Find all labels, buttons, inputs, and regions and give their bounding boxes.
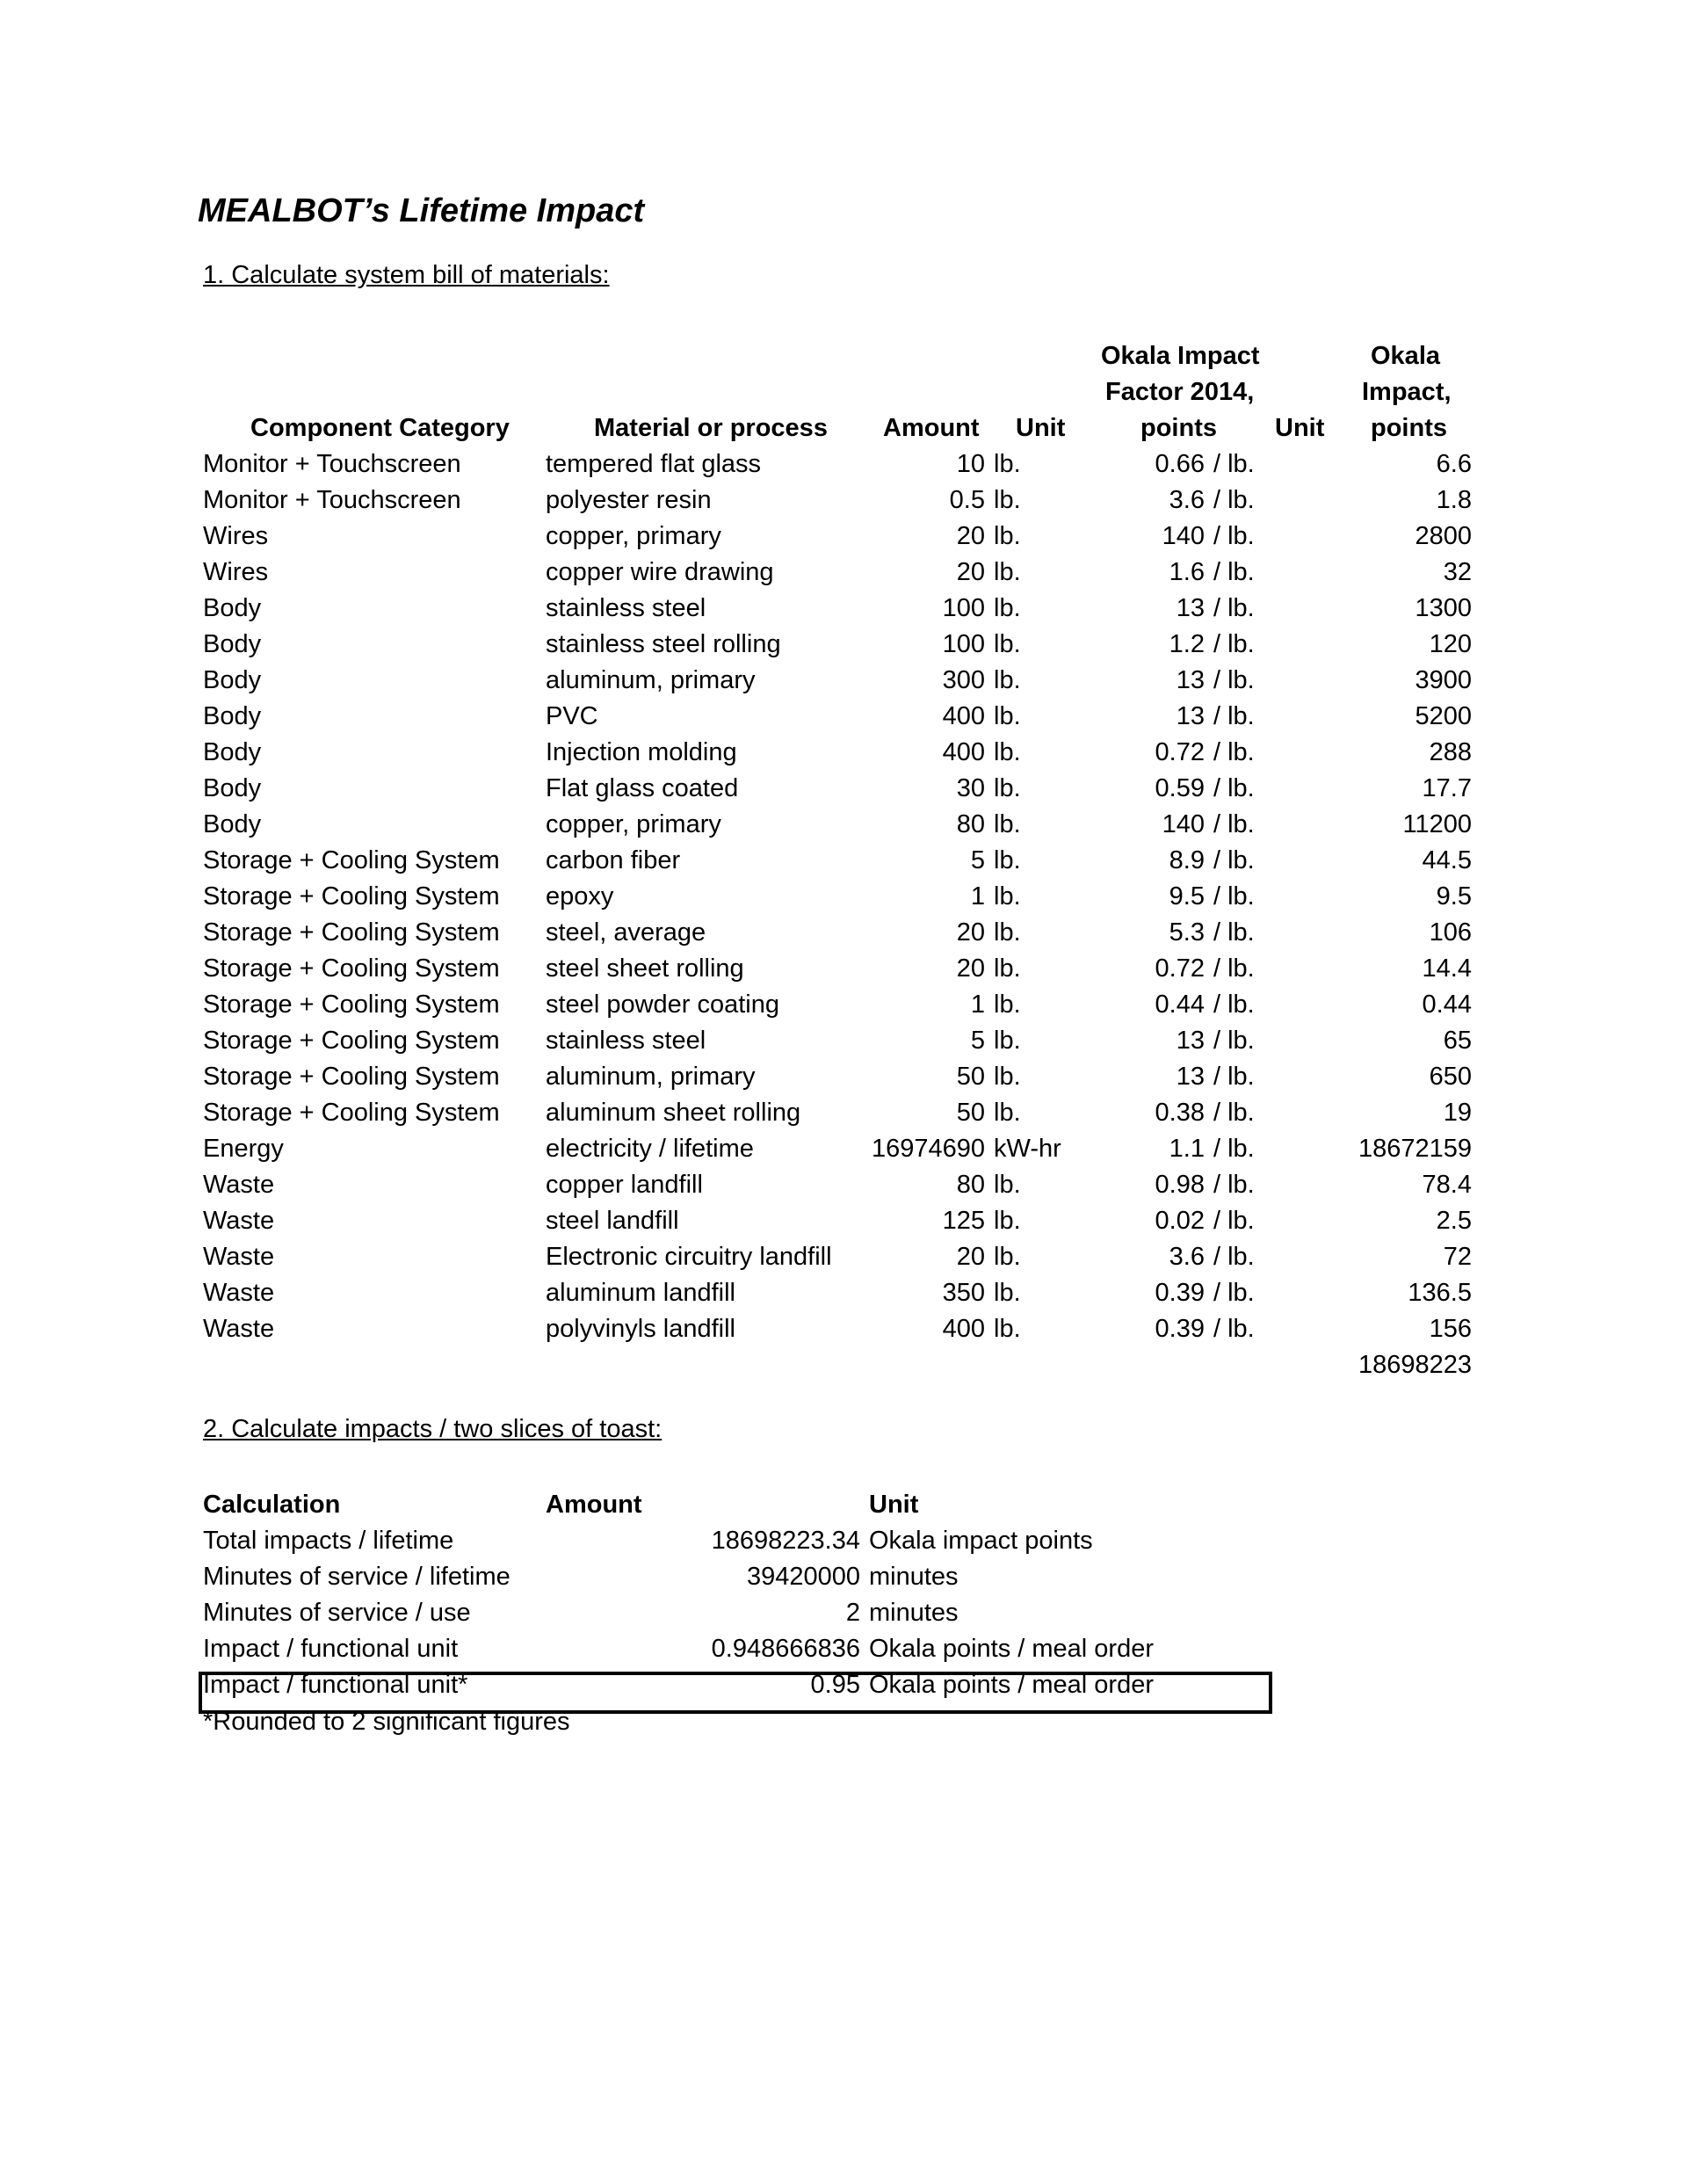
row-unit: lb. xyxy=(994,666,1021,694)
footnote: *Rounded to 2 significant figures xyxy=(203,1708,570,1736)
table-row xyxy=(0,483,1687,519)
section-2-heading: 2. Calculate impacts / two slices of toast: xyxy=(203,1415,662,1443)
row-factor: 5.3 xyxy=(1169,918,1205,947)
row-factor: 0.38 xyxy=(1155,1099,1205,1127)
row-material: steel landfill xyxy=(546,1207,679,1235)
row-amount: 50 xyxy=(956,1063,985,1091)
table-row xyxy=(0,663,1687,699)
header-factor-line2: Factor 2014, xyxy=(1105,378,1255,406)
row-amount: 100 xyxy=(942,630,985,658)
calc-name: Minutes of service / use xyxy=(203,1599,471,1627)
row-factor-unit: / lb. xyxy=(1213,1135,1255,1163)
row-category: Body xyxy=(203,666,262,694)
row-unit: lb. xyxy=(994,882,1021,911)
row-factor-unit: / lb. xyxy=(1213,1279,1255,1307)
row-amount: 1 xyxy=(970,882,985,911)
row-factor-unit: / lb. xyxy=(1213,918,1255,947)
table-row xyxy=(0,591,1687,627)
header-factor-unit: Unit xyxy=(1275,414,1325,442)
row-unit: lb. xyxy=(994,558,1021,586)
row-factor: 13 xyxy=(1176,1027,1205,1055)
row-factor-unit: / lb. xyxy=(1213,738,1255,766)
table-row xyxy=(0,1023,1687,1059)
row-category: Body xyxy=(203,810,262,838)
row-factor: 9.5 xyxy=(1169,882,1205,911)
row-factor-unit: / lb. xyxy=(1213,630,1255,658)
header-impact-line3: points xyxy=(1371,414,1447,442)
row-factor: 0.72 xyxy=(1155,954,1205,983)
row-material: Flat glass coated xyxy=(546,774,739,802)
row-impact: 5200 xyxy=(1415,702,1472,730)
row-factor-unit: / lb. xyxy=(1213,990,1255,1019)
row-material: stainless steel xyxy=(546,594,706,622)
row-material: stainless steel rolling xyxy=(546,630,781,658)
row-factor: 3.6 xyxy=(1169,486,1205,514)
row-unit: lb. xyxy=(994,486,1021,514)
row-factor-unit: / lb. xyxy=(1213,1207,1255,1235)
row-category: Monitor + Touchscreen xyxy=(203,486,461,514)
row-category: Waste xyxy=(203,1315,275,1343)
calc-name: Impact / functional unit* xyxy=(203,1671,468,1699)
row-impact: 120 xyxy=(1429,630,1472,658)
row-impact: 9.5 xyxy=(1436,882,1472,911)
row-amount: 350 xyxy=(942,1279,985,1307)
row-factor: 3.6 xyxy=(1169,1243,1205,1271)
row-impact: 650 xyxy=(1429,1063,1472,1091)
header-factor-line1: Okala Impact xyxy=(1101,342,1260,370)
row-amount: 80 xyxy=(956,810,985,838)
row-category: Storage + Cooling System xyxy=(203,954,500,983)
row-factor: 13 xyxy=(1176,1063,1205,1091)
table-row xyxy=(0,987,1687,1023)
row-category: Body xyxy=(203,594,262,622)
row-factor-unit: / lb. xyxy=(1213,1315,1255,1343)
row-amount: 125 xyxy=(942,1207,985,1235)
calc-amount: 0.95 xyxy=(810,1671,860,1699)
row-factor: 0.39 xyxy=(1155,1315,1205,1343)
calc-unit: Okala points / meal order xyxy=(869,1671,1154,1699)
row-material: steel, average xyxy=(546,918,706,947)
row-material: copper, primary xyxy=(546,810,721,838)
calc-header-amount: Amount xyxy=(546,1491,642,1519)
row-factor: 0.44 xyxy=(1155,990,1205,1019)
calc-amount: 0.948666836 xyxy=(711,1635,860,1663)
row-impact: 78.4 xyxy=(1422,1171,1472,1199)
row-amount: 400 xyxy=(942,1315,985,1343)
row-category: Body xyxy=(203,702,262,730)
calc-row xyxy=(0,1523,1687,1559)
row-unit: lb. xyxy=(994,1063,1021,1091)
row-factor: 13 xyxy=(1176,594,1205,622)
row-category: Storage + Cooling System xyxy=(203,1099,500,1127)
row-category: Waste xyxy=(203,1279,275,1307)
row-material: steel powder coating xyxy=(546,990,779,1019)
row-category: Waste xyxy=(203,1243,275,1271)
row-category: Wires xyxy=(203,558,269,586)
table-row xyxy=(0,1239,1687,1275)
calc-row xyxy=(0,1595,1687,1631)
row-impact: 11200 xyxy=(1402,810,1472,838)
table-row xyxy=(0,1203,1687,1239)
row-factor-unit: / lb. xyxy=(1213,558,1255,586)
row-unit: lb. xyxy=(994,954,1021,983)
row-material: polyvinyls landfill xyxy=(546,1315,735,1343)
row-material: steel sheet rolling xyxy=(546,954,744,983)
row-material: Electronic circuitry landfill xyxy=(546,1243,832,1271)
row-amount: 20 xyxy=(956,954,985,983)
calc-header-calculation: Calculation xyxy=(203,1491,341,1519)
calc-unit: minutes xyxy=(869,1563,959,1591)
table-row xyxy=(0,555,1687,591)
row-amount: 5 xyxy=(970,846,985,874)
table-row xyxy=(0,1095,1687,1131)
row-amount: 100 xyxy=(942,594,985,622)
row-category: Body xyxy=(203,774,262,802)
row-amount: 16974690 xyxy=(871,1135,985,1163)
row-amount: 20 xyxy=(956,918,985,947)
row-factor-unit: / lb. xyxy=(1213,954,1255,983)
row-impact: 19 xyxy=(1443,1099,1472,1127)
table-row xyxy=(0,879,1687,915)
row-impact: 1.8 xyxy=(1436,486,1472,514)
row-amount: 20 xyxy=(956,522,985,550)
calc-header-unit: Unit xyxy=(869,1491,919,1519)
row-unit: lb. xyxy=(994,630,1021,658)
row-factor-unit: / lb. xyxy=(1213,450,1255,478)
row-impact: 18672159 xyxy=(1358,1135,1472,1163)
row-amount: 400 xyxy=(942,702,985,730)
table-row xyxy=(0,1275,1687,1311)
row-unit: lb. xyxy=(994,1207,1021,1235)
row-category: Storage + Cooling System xyxy=(203,846,500,874)
row-amount: 1 xyxy=(970,990,985,1019)
row-material: copper, primary xyxy=(546,522,721,550)
row-impact: 72 xyxy=(1443,1243,1472,1271)
table-row xyxy=(0,771,1687,807)
row-amount: 20 xyxy=(956,558,985,586)
calc-name: Impact / functional unit xyxy=(203,1635,459,1663)
row-amount: 30 xyxy=(956,774,985,802)
table-row xyxy=(0,1311,1687,1347)
row-factor-unit: / lb. xyxy=(1213,882,1255,911)
calc-unit: minutes xyxy=(869,1599,959,1627)
table-row xyxy=(0,735,1687,771)
row-factor: 0.98 xyxy=(1155,1171,1205,1199)
calc-row xyxy=(0,1631,1687,1667)
row-impact: 288 xyxy=(1429,738,1472,766)
row-factor-unit: / lb. xyxy=(1213,1171,1255,1199)
row-factor: 0.72 xyxy=(1155,738,1205,766)
row-unit: lb. xyxy=(994,1279,1021,1307)
header-unit: Unit xyxy=(1016,414,1066,442)
page-title: MEALBOT’s Lifetime Impact xyxy=(198,192,645,229)
table-row xyxy=(0,951,1687,987)
row-impact: 14.4 xyxy=(1422,954,1472,983)
table-row xyxy=(0,1131,1687,1167)
section-1-heading: 1. Calculate system bill of materials: xyxy=(203,261,610,289)
row-material: stainless steel xyxy=(546,1027,706,1055)
row-factor-unit: / lb. xyxy=(1213,486,1255,514)
row-amount: 80 xyxy=(956,1171,985,1199)
row-material: aluminum, primary xyxy=(546,1063,756,1091)
row-category: Waste xyxy=(203,1171,275,1199)
row-factor-unit: / lb. xyxy=(1213,1063,1255,1091)
calc-unit: Okala impact points xyxy=(869,1527,1093,1555)
table-row xyxy=(0,843,1687,879)
row-unit: kW-hr xyxy=(994,1135,1061,1163)
row-factor-unit: / lb. xyxy=(1213,1099,1255,1127)
row-material: aluminum, primary xyxy=(546,666,756,694)
row-category: Storage + Cooling System xyxy=(203,1027,500,1055)
row-factor: 0.66 xyxy=(1155,450,1205,478)
row-material: Injection molding xyxy=(546,738,737,766)
row-factor-unit: / lb. xyxy=(1213,1027,1255,1055)
row-unit: lb. xyxy=(994,1027,1021,1055)
header-factor-line3: points xyxy=(1140,414,1217,442)
row-impact: 0.44 xyxy=(1422,990,1472,1019)
row-unit: lb. xyxy=(994,774,1021,802)
row-amount: 20 xyxy=(956,1243,985,1271)
table-row xyxy=(0,807,1687,843)
row-material: tempered flat glass xyxy=(546,450,762,478)
row-unit: lb. xyxy=(994,1099,1021,1127)
table-row xyxy=(0,699,1687,735)
row-impact: 3900 xyxy=(1415,666,1472,694)
row-category: Waste xyxy=(203,1207,275,1235)
row-amount: 0.5 xyxy=(949,486,985,514)
table-row xyxy=(0,915,1687,951)
calc-amount: 18698223.34 xyxy=(711,1527,860,1555)
row-category: Body xyxy=(203,630,262,658)
row-factor-unit: / lb. xyxy=(1213,666,1255,694)
row-factor: 1.6 xyxy=(1169,558,1205,586)
calc-unit: Okala points / meal order xyxy=(869,1635,1154,1663)
row-factor-unit: / lb. xyxy=(1213,702,1255,730)
row-impact: 65 xyxy=(1443,1027,1472,1055)
row-material: PVC xyxy=(546,702,598,730)
row-factor: 0.59 xyxy=(1155,774,1205,802)
row-material: copper wire drawing xyxy=(546,558,774,586)
row-unit: lb. xyxy=(994,450,1021,478)
row-amount: 50 xyxy=(956,1099,985,1127)
row-factor: 140 xyxy=(1162,810,1205,838)
row-category: Storage + Cooling System xyxy=(203,918,500,947)
row-material: copper landfill xyxy=(546,1171,703,1199)
row-unit: lb. xyxy=(994,1171,1021,1199)
row-impact: 106 xyxy=(1429,918,1472,947)
row-unit: lb. xyxy=(994,990,1021,1019)
row-unit: lb. xyxy=(994,738,1021,766)
table-row xyxy=(0,519,1687,555)
row-factor: 0.39 xyxy=(1155,1279,1205,1307)
calc-amount: 2 xyxy=(845,1599,860,1627)
header-amount: Amount xyxy=(883,414,980,442)
calc-row xyxy=(0,1559,1687,1595)
row-unit: lb. xyxy=(994,1243,1021,1271)
row-unit: lb. xyxy=(994,594,1021,622)
row-amount: 400 xyxy=(942,738,985,766)
row-amount: 10 xyxy=(956,450,985,478)
row-material: aluminum sheet rolling xyxy=(546,1099,801,1127)
row-factor-unit: / lb. xyxy=(1213,522,1255,550)
row-amount: 5 xyxy=(970,1027,985,1055)
table-row xyxy=(0,1167,1687,1203)
row-unit: lb. xyxy=(994,846,1021,874)
table-row xyxy=(0,1059,1687,1095)
row-impact: 156 xyxy=(1429,1315,1472,1343)
row-factor: 13 xyxy=(1176,666,1205,694)
row-impact: 17.7 xyxy=(1422,774,1472,802)
header-impact-line1: Okala xyxy=(1371,342,1440,370)
row-impact: 6.6 xyxy=(1436,450,1472,478)
row-impact: 136.5 xyxy=(1408,1279,1472,1307)
row-unit: lb. xyxy=(994,702,1021,730)
row-impact: 44.5 xyxy=(1422,846,1472,874)
row-factor: 1.1 xyxy=(1169,1135,1205,1163)
row-unit: lb. xyxy=(994,918,1021,947)
row-unit: lb. xyxy=(994,1315,1021,1343)
row-unit: lb. xyxy=(994,522,1021,550)
calc-name: Minutes of service / lifetime xyxy=(203,1563,510,1591)
row-impact: 2800 xyxy=(1415,522,1472,550)
row-material: aluminum landfill xyxy=(546,1279,735,1307)
calc-amount: 39420000 xyxy=(746,1563,860,1591)
row-factor-unit: / lb. xyxy=(1213,1243,1255,1271)
row-category: Energy xyxy=(203,1135,284,1163)
row-factor: 0.02 xyxy=(1155,1207,1205,1235)
row-factor: 1.2 xyxy=(1169,630,1205,658)
row-category: Wires xyxy=(203,522,269,550)
row-category: Storage + Cooling System xyxy=(203,990,500,1019)
row-material: electricity / lifetime xyxy=(546,1135,754,1163)
row-impact: 32 xyxy=(1443,558,1472,586)
calc-name: Total impacts / lifetime xyxy=(203,1527,454,1555)
row-factor: 140 xyxy=(1162,522,1205,550)
row-factor: 8.9 xyxy=(1169,846,1205,874)
row-impact: 1300 xyxy=(1415,594,1472,622)
header-impact-line2: Impact, xyxy=(1362,378,1452,406)
row-category: Monitor + Touchscreen xyxy=(203,450,461,478)
table-row xyxy=(0,627,1687,663)
row-material: carbon fiber xyxy=(546,846,681,874)
total-row xyxy=(0,1347,1687,1383)
row-category: Storage + Cooling System xyxy=(203,882,500,911)
total-impact: 18698223 xyxy=(1358,1351,1472,1379)
row-unit: lb. xyxy=(994,810,1021,838)
row-category: Body xyxy=(203,738,262,766)
row-factor-unit: / lb. xyxy=(1213,810,1255,838)
row-category: Storage + Cooling System xyxy=(203,1063,500,1091)
header-material: Material or process xyxy=(594,414,828,442)
header-category: Component Category xyxy=(250,414,510,442)
calc-row xyxy=(0,1667,1687,1703)
row-factor: 13 xyxy=(1176,702,1205,730)
row-factor-unit: / lb. xyxy=(1213,594,1255,622)
row-factor-unit: / lb. xyxy=(1213,774,1255,802)
row-material: epoxy xyxy=(546,882,614,911)
row-material: polyester resin xyxy=(546,486,712,514)
row-amount: 300 xyxy=(942,666,985,694)
row-factor-unit: / lb. xyxy=(1213,846,1255,874)
table-row xyxy=(0,446,1687,483)
row-impact: 2.5 xyxy=(1436,1207,1472,1235)
